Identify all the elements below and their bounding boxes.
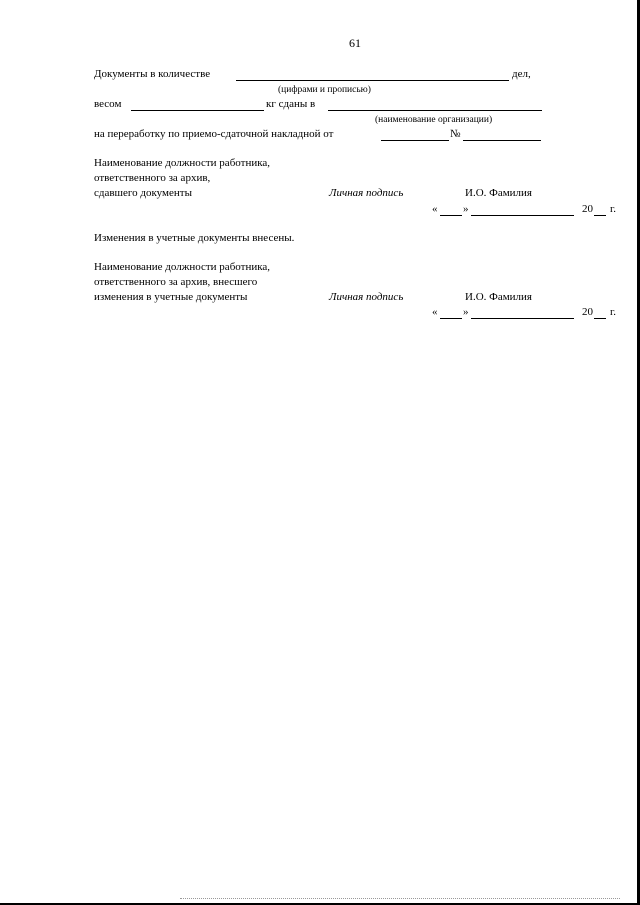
handed-to-label: кг сданы в	[266, 98, 316, 110]
date-month-blank[interactable]	[471, 215, 574, 216]
page-number: 61	[349, 36, 361, 50]
scan-noise	[180, 898, 620, 899]
date-quote-close: »	[463, 203, 469, 215]
invoice-number-blank[interactable]	[463, 140, 541, 141]
date2-month-blank[interactable]	[471, 318, 574, 319]
reprocessing-label: на переработку по приемо-сдаточной накладной от	[94, 128, 334, 140]
date2-year-prefix: 20	[582, 306, 593, 318]
position2-line-2: ответственного за архив, внесшего	[94, 276, 258, 288]
position2-line-1: Наименование должности работника,	[94, 261, 271, 273]
date2-day-blank[interactable]	[440, 318, 462, 319]
date-year-suffix: г.	[610, 203, 617, 215]
organization-caption: (наименование организации)	[375, 115, 493, 125]
position2-line-3: изменения в учетные документы	[94, 291, 248, 303]
date-year-prefix: 20	[582, 203, 593, 215]
invoice-date-blank[interactable]	[381, 140, 449, 141]
signature-label: Личная подпись	[329, 187, 404, 199]
organization-blank[interactable]	[328, 110, 542, 111]
documents-count-blank[interactable]	[236, 80, 509, 81]
position-line-3: сдавшего документы	[94, 187, 192, 199]
position-line-1: Наименование должности работника,	[94, 157, 271, 169]
position-line-2: ответственного за архив,	[94, 172, 211, 184]
weight-label: весом	[94, 98, 122, 110]
date-year-blank[interactable]	[594, 215, 606, 216]
number-sign: №	[450, 128, 461, 140]
full-name2-label: И.О. Фамилия	[465, 291, 532, 303]
cases-label: дел,	[512, 68, 531, 80]
full-name-label: И.О. Фамилия	[465, 187, 532, 199]
date-quote-open: «	[432, 203, 438, 215]
date2-year-suffix: г.	[610, 306, 617, 318]
documents-count-label: Документы в количестве	[94, 68, 211, 80]
signature2-label: Личная подпись	[329, 291, 404, 303]
date2-quote-open: «	[432, 306, 438, 318]
date2-quote-close: »	[463, 306, 469, 318]
count-caption: (цифрами и прописью)	[278, 85, 371, 95]
changes-note: Изменения в учетные документы внесены.	[94, 232, 295, 244]
weight-blank[interactable]	[131, 110, 264, 111]
date-day-blank[interactable]	[440, 215, 462, 216]
date2-year-blank[interactable]	[594, 318, 606, 319]
